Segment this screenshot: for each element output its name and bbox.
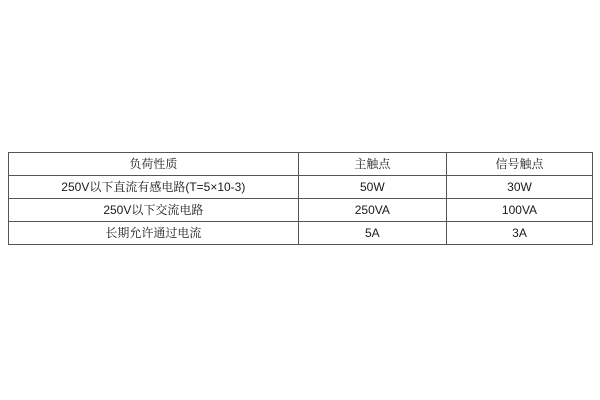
table-row [9, 176, 593, 199]
table-row [9, 199, 593, 222]
cell-main-contact-value: 50W [298, 176, 446, 199]
cell-signal-contact-value: 30W [446, 176, 592, 199]
header-signal-contact: 信号触点 [446, 153, 592, 176]
load-spec-table [8, 152, 593, 245]
cell-signal-contact-value: 3A [446, 222, 592, 245]
table-header-row [9, 153, 593, 176]
cell-load-type: 250V以下直流有感电路(T=5×10-3) [9, 176, 299, 199]
cell-main-contact-value: 5A [298, 222, 446, 245]
cell-load-type: 长期允许通过电流 [9, 222, 299, 245]
cell-signal-contact-value: 100VA [446, 199, 592, 222]
table-row [9, 222, 593, 245]
header-load-type: 负荷性质 [9, 153, 299, 176]
cell-main-contact-value: 250VA [298, 199, 446, 222]
cell-load-type: 250V以下交流电路 [9, 199, 299, 222]
header-main-contact: 主触点 [298, 153, 446, 176]
